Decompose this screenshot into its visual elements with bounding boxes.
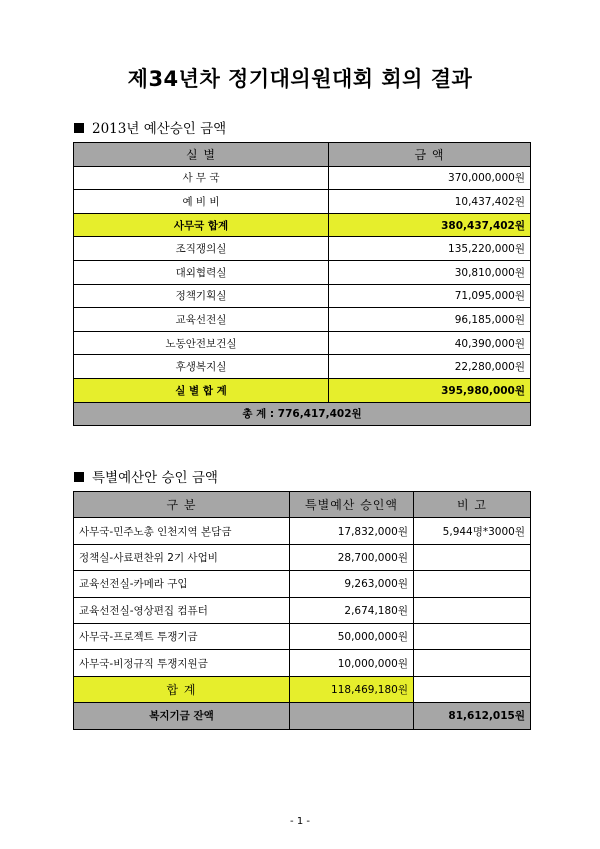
dept-cell: 노동안전보건실 xyxy=(74,331,329,355)
amount-cell: 71,095,000원 xyxy=(329,284,531,308)
amount-cell: 370,000,000원 xyxy=(329,166,531,190)
section-heading-text: 특별예산안 승인 금액 xyxy=(92,470,218,486)
note-cell xyxy=(414,597,531,623)
total-row xyxy=(74,676,531,702)
table-row xyxy=(74,597,531,623)
table-row xyxy=(74,260,531,284)
grand-total-cell: 총 계 : 776,417,402원 xyxy=(74,402,531,426)
special-budget-table xyxy=(73,491,531,730)
amount-cell: 395,980,000원 xyxy=(329,378,531,402)
header-amount: 특별예산 승인액 xyxy=(290,492,414,518)
item-cell: 사무국-비정규직 투쟁지원금 xyxy=(74,650,290,676)
table-row xyxy=(74,518,531,544)
dept-cell: 조직쟁의실 xyxy=(74,237,329,261)
fund-amount: 81,612,015원 xyxy=(414,703,531,729)
fund-balance-row xyxy=(74,703,531,729)
note-cell xyxy=(414,544,531,570)
black-square-icon xyxy=(74,472,84,482)
header-dept: 실 별 xyxy=(74,143,329,167)
header-item: 구 분 xyxy=(74,492,290,518)
dept-cell: 실 별 합 계 xyxy=(74,378,329,402)
amount-cell: 96,185,000원 xyxy=(329,308,531,332)
amount-cell: 135,220,000원 xyxy=(329,237,531,261)
item-cell: 교육선전실-영상편집 컴퓨터 xyxy=(74,597,290,623)
table-row xyxy=(74,190,531,214)
table-header-row xyxy=(74,143,531,167)
total-label: 합 계 xyxy=(74,676,290,702)
total-note-empty xyxy=(414,676,531,702)
dept-cell: 사무국 합계 xyxy=(74,213,329,237)
dept-cell: 예 비 비 xyxy=(74,190,329,214)
amount-cell: 2,674,180원 xyxy=(290,597,414,623)
amount-cell: 30,810,000원 xyxy=(329,260,531,284)
table-row xyxy=(74,355,531,379)
note-cell xyxy=(414,650,531,676)
item-cell: 사무국-민주노총 인천지역 본담금 xyxy=(74,518,290,544)
item-cell: 사무국-프로젝트 투쟁기금 xyxy=(74,623,290,649)
table-row xyxy=(74,237,531,261)
table-row xyxy=(74,544,531,570)
amount-cell: 380,437,402원 xyxy=(329,213,531,237)
table-row xyxy=(74,623,531,649)
amount-cell: 9,263,000원 xyxy=(290,571,414,597)
amount-cell: 17,832,000원 xyxy=(290,518,414,544)
page-title: 제34년차 정기대의원대회 회의 결과 xyxy=(127,67,473,91)
subtotal-row xyxy=(74,378,531,402)
black-square-icon xyxy=(74,123,84,133)
table-row xyxy=(74,284,531,308)
section-heading-budget-2013 xyxy=(74,117,226,137)
note-cell xyxy=(414,623,531,649)
page-number: - 1 - xyxy=(290,816,310,827)
amount-cell: 10,437,402원 xyxy=(329,190,531,214)
note-cell xyxy=(414,571,531,597)
amount-cell: 10,000,000원 xyxy=(290,650,414,676)
fund-empty-cell xyxy=(290,703,414,729)
note-cell: 5,944명*3000원 xyxy=(414,518,531,544)
table-row xyxy=(74,308,531,332)
budget-2013-table xyxy=(73,142,531,426)
header-note: 비 고 xyxy=(414,492,531,518)
item-cell: 정책실-사료편찬위 2기 사업비 xyxy=(74,544,290,570)
section-heading-text: 2013년 예산승인 금액 xyxy=(92,121,227,137)
subtotal-row xyxy=(74,213,531,237)
section-heading-special-budget xyxy=(74,466,218,486)
table-row xyxy=(74,331,531,355)
dept-cell: 후생복지실 xyxy=(74,355,329,379)
fund-label: 복지기금 잔액 xyxy=(74,703,290,729)
amount-cell: 40,390,000원 xyxy=(329,331,531,355)
dept-cell: 정책기획실 xyxy=(74,284,329,308)
item-cell: 교육선전실-카메라 구입 xyxy=(74,571,290,597)
total-amount: 118,469,180원 xyxy=(290,676,414,702)
amount-cell: 28,700,000원 xyxy=(290,544,414,570)
table-row xyxy=(74,650,531,676)
dept-cell: 교육선전실 xyxy=(74,308,329,332)
amount-cell: 50,000,000원 xyxy=(290,623,414,649)
dept-cell: 대외협력실 xyxy=(74,260,329,284)
header-amount: 금 액 xyxy=(329,143,531,167)
amount-cell: 22,280,000원 xyxy=(329,355,531,379)
table-row xyxy=(74,571,531,597)
grand-total-row xyxy=(74,402,531,426)
table-row xyxy=(74,166,531,190)
dept-cell: 사 무 국 xyxy=(74,166,329,190)
table-header-row xyxy=(74,492,531,518)
